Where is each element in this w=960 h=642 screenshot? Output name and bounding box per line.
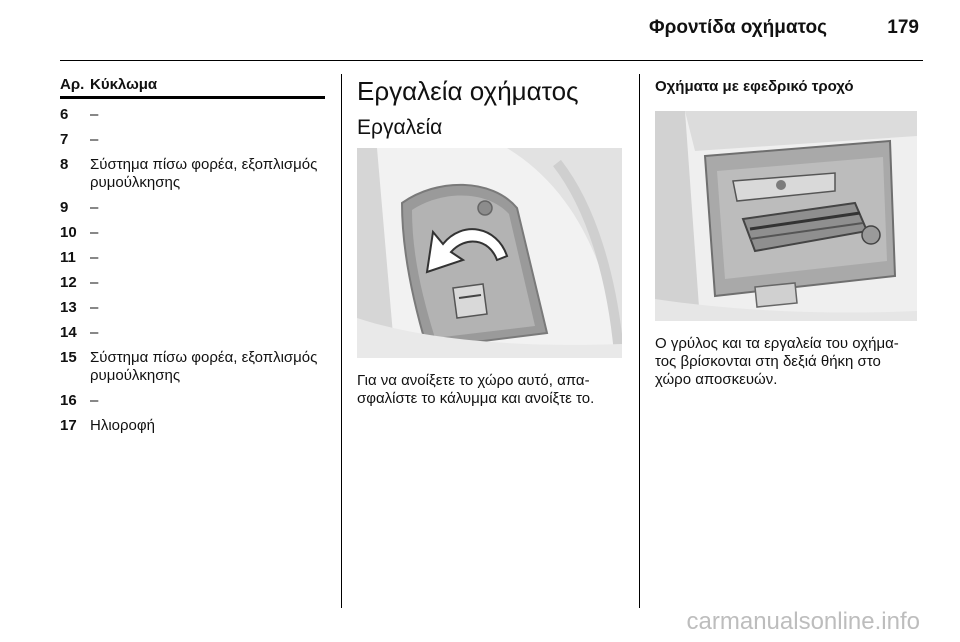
table-row	[60, 106, 325, 124]
column-divider-2	[639, 74, 640, 608]
fuse-number: 7	[60, 131, 69, 148]
fuse-number: 10	[60, 224, 77, 241]
table-row	[60, 224, 325, 242]
fuse-number: 13	[60, 299, 77, 316]
table-row	[60, 392, 325, 410]
page-number: 179	[887, 17, 919, 38]
column-divider-1	[341, 74, 342, 608]
section-title: Εργαλεία οχήματος	[357, 76, 579, 106]
circuit-text: –	[90, 106, 99, 123]
table-row	[60, 299, 325, 317]
circuit-text: Σύστημα πίσω φορέα, εξοπλισμός ρυμούλκησης	[90, 349, 318, 384]
header-title: Φροντίδα οχήματος	[649, 17, 827, 38]
fuse-number: 16	[60, 392, 77, 409]
fuse-number: 17	[60, 417, 77, 434]
header-rule	[60, 60, 923, 61]
tools-instruction-text: Για να ανοίξετε το χώρο αυτό, απα- σφαλίστε το κάλυμμα και ανοίξτε το.	[357, 372, 595, 407]
table-row	[60, 274, 325, 292]
circuit-text: –	[90, 131, 99, 148]
column-header-circuit: Κύκλωμα	[90, 76, 158, 93]
fuse-number: 11	[60, 249, 76, 266]
spare-wheel-section	[655, 78, 920, 389]
section-heading: Οχήματα με εφεδρικό τροχό	[655, 78, 854, 95]
table-row	[60, 324, 325, 342]
watermark-text: carmanualsonline.info	[686, 608, 920, 635]
circuit-text: Ηλιοροφή	[90, 417, 155, 434]
table-row	[60, 131, 325, 149]
circuit-text: –	[90, 324, 99, 341]
circuit-text: –	[90, 224, 99, 241]
fuse-number: 15	[60, 349, 77, 366]
trunk-cover-illustration	[357, 148, 622, 358]
fuse-number: 9	[60, 199, 69, 216]
tools-section	[357, 74, 622, 408]
table-row	[60, 156, 325, 192]
jack-compartment-illustration	[655, 111, 917, 321]
page-header	[0, 0, 960, 60]
circuit-text: –	[90, 299, 99, 316]
column-header-number: Αρ.	[60, 76, 85, 93]
circuit-text: –	[90, 392, 99, 409]
fuse-number: 6	[60, 106, 69, 123]
fuse-table	[60, 76, 325, 435]
jack-location-text: Ο γρύλος και τα εργαλεία του οχήμα- τος βρίσκονται στη δεξιά θήκη στο χώρο αποσκευών.	[655, 335, 899, 388]
circuit-text: –	[90, 274, 99, 291]
fuse-number: 14	[60, 324, 77, 341]
circuit-text: –	[90, 199, 99, 216]
fuse-number: 8	[60, 156, 69, 173]
table-header	[60, 76, 325, 99]
table-row	[60, 349, 325, 385]
table-row	[60, 199, 325, 217]
fuse-number: 12	[60, 274, 77, 291]
circuit-text: Σύστημα πίσω φορέα, εξοπλισμός ρυμούλκησης	[90, 156, 318, 191]
section-subtitle: Εργαλεία	[357, 116, 443, 139]
circuit-text: –	[90, 249, 99, 266]
table-row	[60, 249, 325, 267]
table-row	[60, 417, 325, 435]
